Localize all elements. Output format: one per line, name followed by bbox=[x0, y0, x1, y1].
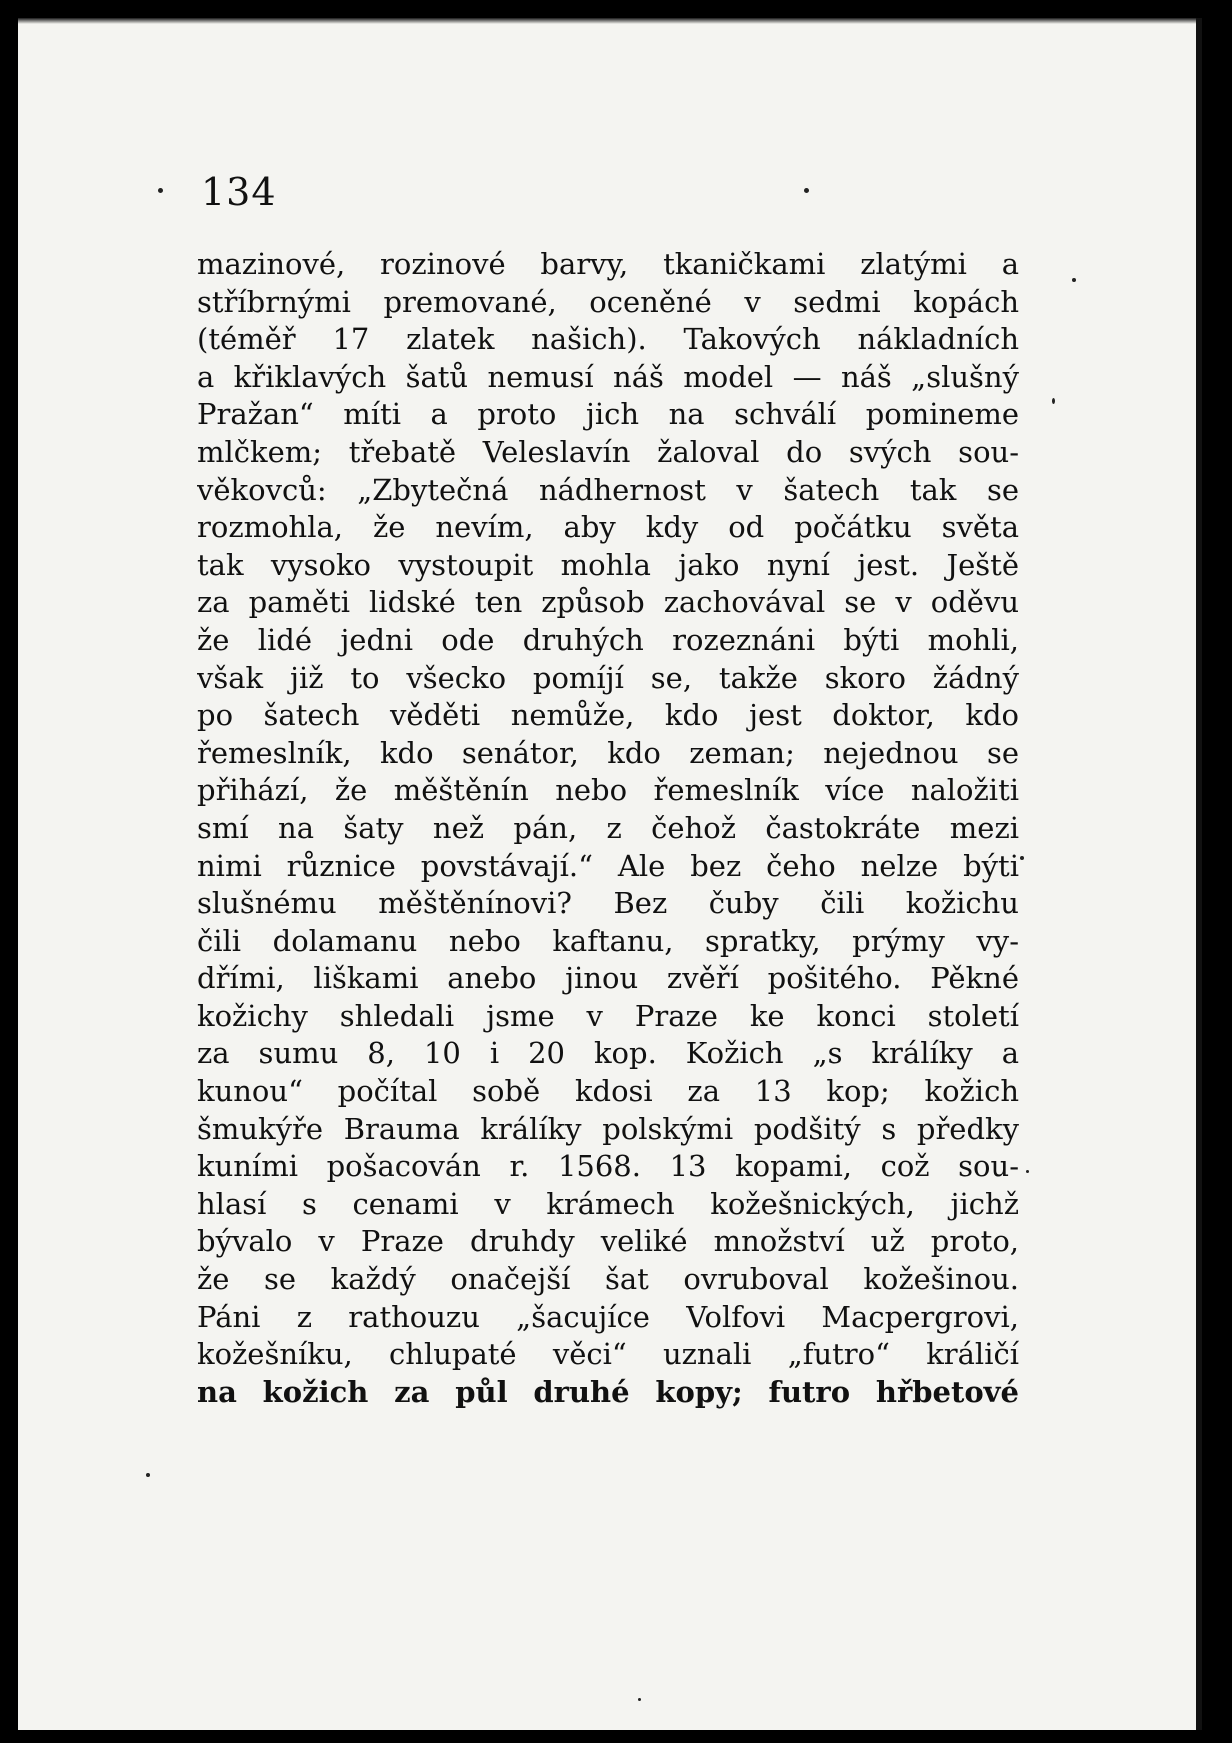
text-line: mlčkem; třebatě Veleslavín žaloval do svých sou- bbox=[197, 434, 1019, 469]
print-speck bbox=[1052, 398, 1055, 404]
print-speck bbox=[638, 1698, 641, 1701]
text-line: (téměř 17 zlatek našich). Takových nákladních bbox=[197, 322, 1019, 357]
print-speck bbox=[1072, 278, 1076, 282]
text-line: čili dolamanu nebo kaftanu, spratky, prýmy vy- bbox=[197, 923, 1019, 958]
body-text bbox=[197, 246, 1019, 1411]
text-line: věkovců: „Zbytečná nádhernost v šatech tak se bbox=[197, 472, 1019, 507]
text-line: přihází, že měštěnín nebo řemeslník více naložiti bbox=[197, 773, 1019, 808]
text-line: rozmohla, že nevím, aby kdy od počátku světa bbox=[197, 510, 1019, 545]
print-speck bbox=[804, 188, 809, 193]
print-speck bbox=[1020, 856, 1024, 860]
print-speck bbox=[1026, 1170, 1029, 1173]
text-line: po šatech věděti nemůže, kdo jest doktor, kdo bbox=[197, 698, 1019, 733]
print-speck bbox=[146, 1473, 150, 1477]
text-line: mazinové, rozinové barvy, tkaničkami zlatými a bbox=[197, 247, 1019, 281]
text-line: Páni z rathouzu „šacujíce Volfovi Macpergrovi, bbox=[197, 1299, 1019, 1334]
text-line: že se každý onačejší šat ovruboval kožešinou. bbox=[197, 1262, 1019, 1297]
text-line: Pražan“ míti a proto jich na schválí pomineme bbox=[197, 397, 1019, 432]
text-line: hlasí s cenami v krámech kožešnických, jichž bbox=[197, 1186, 1019, 1221]
text-line: stříbrnými premované, oceněné v sedmi kopách bbox=[197, 284, 1019, 319]
text-line: řemeslník, kdo senátor, kdo zeman; nejednou se bbox=[197, 735, 1019, 770]
text-line: že lidé jedni ode druhých rozeznáni býti mohli, bbox=[197, 622, 1019, 657]
book-page bbox=[18, 18, 1202, 1730]
text-line: za paměti lidské ten způsob zachovával se v oděvu bbox=[197, 585, 1019, 620]
text-line: a křiklavých šatů nemusí náš model — náš „slušný bbox=[197, 359, 1019, 394]
text-line: smí na šaty než pán, z čehož častokráte mezi bbox=[197, 810, 1019, 845]
text-line: šmukýře Brauma králíky polskými podšitý s předky bbox=[197, 1111, 1019, 1146]
page-right-edge bbox=[1196, 18, 1202, 1730]
text-line: kožešníku, chlupaté věci“ uznali „futro“ králičí bbox=[197, 1337, 1019, 1372]
page-number: 134 bbox=[201, 170, 277, 214]
text-line: slušnému měštěnínovi? Bez čuby čili kožichu bbox=[197, 886, 1019, 921]
text-line: na kožich za půl druhé kopy; futro hřbetové bbox=[197, 1374, 1019, 1409]
text-line: za sumu 8, 10 i 20 kop. Kožich „s králíky a bbox=[197, 1036, 1019, 1071]
print-speck bbox=[158, 188, 163, 193]
text-line: bývalo v Praze druhdy veliké množství už proto, bbox=[197, 1224, 1019, 1259]
text-line: nimi různice povstávají.“ Ale bez čeho nelze býti bbox=[197, 848, 1019, 883]
text-line: kožichy shledali jsme v Praze ke konci století bbox=[197, 998, 1019, 1033]
page-top-shadow bbox=[18, 18, 1202, 24]
text-line: kunou“ počítal sobě kdosi za 13 kop; kožich bbox=[197, 1074, 1019, 1109]
text-line: tak vysoko vystoupit mohla jako nyní jest. Ještě bbox=[197, 547, 1019, 582]
text-line: kuními pošacován r. 1568. 13 kopami, což sou- bbox=[197, 1149, 1019, 1184]
text-line: však již to všecko pomíjí se, takže skoro žádný bbox=[197, 660, 1019, 695]
text-line: dřími, liškami anebo jinou zvěří pošitého. Pěkné bbox=[197, 961, 1019, 996]
